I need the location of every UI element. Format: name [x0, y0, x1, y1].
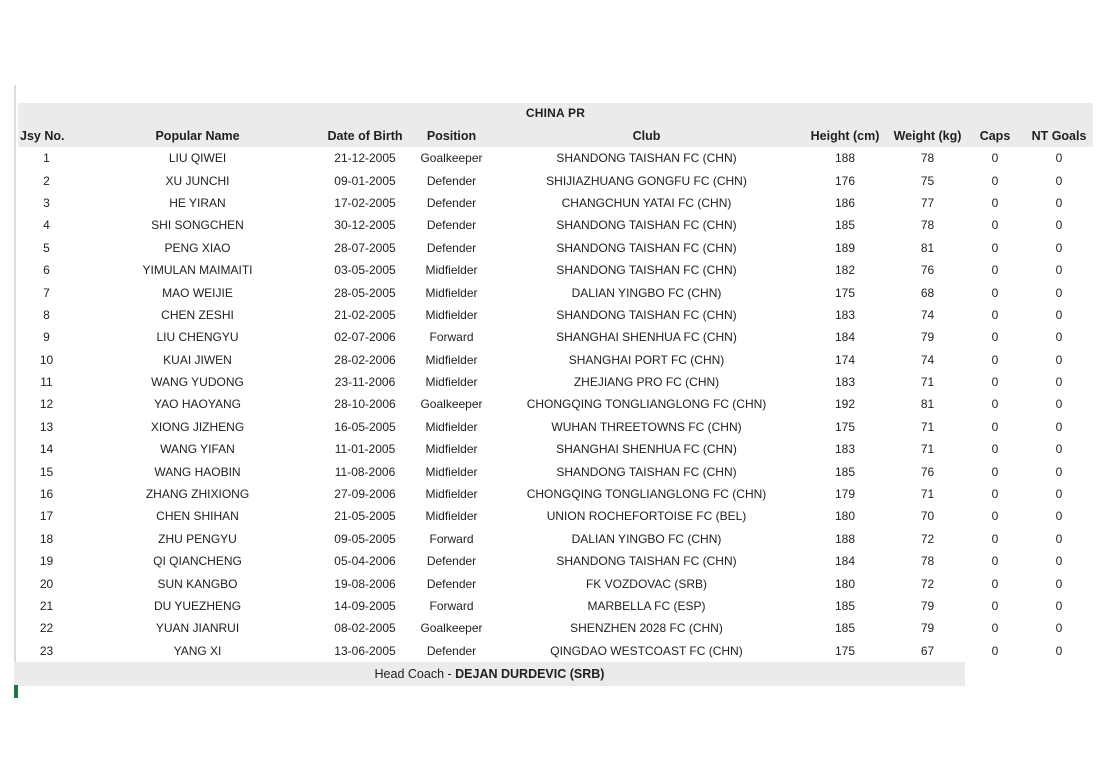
cell-height-cm: 188	[800, 528, 890, 550]
cell-position: Midfielder	[410, 281, 493, 303]
cell-position: Midfielder	[410, 349, 493, 371]
cell-date-of-birth: 16-05-2005	[320, 416, 410, 438]
cell-height-cm: 186	[800, 192, 890, 214]
cell-popular-name: SHI SONGCHEN	[75, 214, 320, 236]
cell-popular-name: LIU QIWEI	[75, 147, 320, 169]
cell-jsy-no: 22	[18, 617, 75, 639]
cell-weight-kg: 79	[890, 595, 965, 617]
cell-jsy-no: 23	[18, 640, 75, 662]
cell-nt-goals: 0	[1025, 528, 1093, 550]
cell-club: DALIAN YINGBO FC (CHN)	[493, 528, 800, 550]
column-header-position: Position	[410, 124, 493, 147]
cell-date-of-birth: 27-09-2006	[320, 483, 410, 505]
cell-jsy-no: 19	[18, 550, 75, 572]
cell-popular-name: CHEN ZESHI	[75, 304, 320, 326]
header-row	[18, 124, 1093, 147]
cell-popular-name: YAO HAOYANG	[75, 393, 320, 415]
head-coach-name: DEJAN DURDEVIC (SRB)	[455, 667, 605, 681]
cell-caps: 0	[965, 304, 1025, 326]
cell-jsy-no: 13	[18, 416, 75, 438]
cell-caps: 0	[965, 572, 1025, 594]
cell-nt-goals: 0	[1025, 460, 1093, 482]
cell-position: Defender	[410, 214, 493, 236]
cell-date-of-birth: 28-05-2005	[320, 281, 410, 303]
cell-date-of-birth: 03-05-2005	[320, 259, 410, 281]
cell-nt-goals: 0	[1025, 640, 1093, 662]
cell-height-cm: 175	[800, 640, 890, 662]
cell-position: Defender	[410, 550, 493, 572]
cell-nt-goals: 0	[1025, 259, 1093, 281]
cell-club: UNION ROCHEFORTOISE FC (BEL)	[493, 505, 800, 527]
cell-popular-name: KUAI JIWEN	[75, 349, 320, 371]
squad-table	[18, 124, 1093, 662]
cell-jsy-no: 16	[18, 483, 75, 505]
cell-popular-name: DU YUEZHENG	[75, 595, 320, 617]
page-title: CHINA PR	[18, 103, 1093, 124]
cell-weight-kg: 78	[890, 147, 965, 169]
cell-nt-goals: 0	[1025, 237, 1093, 259]
table-row	[18, 147, 1093, 169]
cell-weight-kg: 70	[890, 505, 965, 527]
cell-club: SHANDONG TAISHAN FC (CHN)	[493, 237, 800, 259]
cell-weight-kg: 79	[890, 617, 965, 639]
cell-popular-name: CHEN SHIHAN	[75, 505, 320, 527]
cell-date-of-birth: 14-09-2005	[320, 595, 410, 617]
cell-club: SHANDONG TAISHAN FC (CHN)	[493, 460, 800, 482]
cell-popular-name: WANG YUDONG	[75, 371, 320, 393]
cell-position: Midfielder	[410, 259, 493, 281]
cell-weight-kg: 81	[890, 237, 965, 259]
cell-caps: 0	[965, 192, 1025, 214]
cell-club: SHANDONG TAISHAN FC (CHN)	[493, 304, 800, 326]
cell-club: SHANGHAI PORT FC (CHN)	[493, 349, 800, 371]
cell-position: Midfielder	[410, 304, 493, 326]
cell-nt-goals: 0	[1025, 505, 1093, 527]
cell-date-of-birth: 21-05-2005	[320, 505, 410, 527]
cell-height-cm: 176	[800, 169, 890, 191]
table-row	[18, 572, 1093, 594]
cell-jsy-no: 3	[18, 192, 75, 214]
table-row	[18, 349, 1093, 371]
squad-sheet	[18, 103, 1093, 662]
cell-nt-goals: 0	[1025, 572, 1093, 594]
cell-popular-name: YIMULAN MAIMAITI	[75, 259, 320, 281]
cell-position: Goalkeeper	[410, 393, 493, 415]
cell-caps: 0	[965, 393, 1025, 415]
cell-height-cm: 183	[800, 438, 890, 460]
cell-caps: 0	[965, 460, 1025, 482]
cell-popular-name: YANG XI	[75, 640, 320, 662]
cell-date-of-birth: 21-12-2005	[320, 147, 410, 169]
cell-weight-kg: 74	[890, 304, 965, 326]
cell-date-of-birth: 28-07-2005	[320, 237, 410, 259]
green-accent-mark	[14, 685, 18, 698]
cell-nt-goals: 0	[1025, 349, 1093, 371]
table-row	[18, 304, 1093, 326]
cell-weight-kg: 71	[890, 438, 965, 460]
cell-position: Defender	[410, 192, 493, 214]
table-row	[18, 550, 1093, 572]
cell-club: ZHEJIANG PRO FC (CHN)	[493, 371, 800, 393]
cell-caps: 0	[965, 237, 1025, 259]
column-header-popular-name: Popular Name	[75, 124, 320, 147]
cell-date-of-birth: 02-07-2006	[320, 326, 410, 348]
cell-nt-goals: 0	[1025, 393, 1093, 415]
cell-position: Midfielder	[410, 460, 493, 482]
cell-position: Goalkeeper	[410, 617, 493, 639]
cell-jsy-no: 7	[18, 281, 75, 303]
cell-jsy-no: 12	[18, 393, 75, 415]
table-row	[18, 393, 1093, 415]
cell-popular-name: ZHANG ZHIXIONG	[75, 483, 320, 505]
cell-position: Midfielder	[410, 371, 493, 393]
cell-date-of-birth: 05-04-2006	[320, 550, 410, 572]
cell-height-cm: 185	[800, 460, 890, 482]
cell-height-cm: 184	[800, 326, 890, 348]
cell-height-cm: 188	[800, 147, 890, 169]
cell-popular-name: WANG HAOBIN	[75, 460, 320, 482]
cell-popular-name: WANG YIFAN	[75, 438, 320, 460]
cell-jsy-no: 17	[18, 505, 75, 527]
cell-popular-name: YUAN JIANRUI	[75, 617, 320, 639]
cell-club: SHANGHAI SHENHUA FC (CHN)	[493, 438, 800, 460]
cell-position: Forward	[410, 528, 493, 550]
cell-club: SHANDONG TAISHAN FC (CHN)	[493, 550, 800, 572]
cell-jsy-no: 4	[18, 214, 75, 236]
cell-date-of-birth: 28-02-2006	[320, 349, 410, 371]
cell-weight-kg: 79	[890, 326, 965, 348]
cell-date-of-birth: 11-01-2005	[320, 438, 410, 460]
cell-weight-kg: 71	[890, 371, 965, 393]
cell-caps: 0	[965, 326, 1025, 348]
cell-height-cm: 185	[800, 214, 890, 236]
cell-nt-goals: 0	[1025, 147, 1093, 169]
table-row	[18, 371, 1093, 393]
cell-club: DALIAN YINGBO FC (CHN)	[493, 281, 800, 303]
column-header-jsy-no: Jsy No.	[18, 124, 75, 147]
cell-caps: 0	[965, 528, 1025, 550]
cell-jsy-no: 8	[18, 304, 75, 326]
cell-nt-goals: 0	[1025, 371, 1093, 393]
cell-popular-name: QI QIANCHENG	[75, 550, 320, 572]
cell-jsy-no: 1	[18, 147, 75, 169]
cell-date-of-birth: 08-02-2005	[320, 617, 410, 639]
cell-nt-goals: 0	[1025, 304, 1093, 326]
cell-position: Defender	[410, 169, 493, 191]
cell-caps: 0	[965, 416, 1025, 438]
cell-caps: 0	[965, 617, 1025, 639]
cell-height-cm: 185	[800, 595, 890, 617]
cell-height-cm: 189	[800, 237, 890, 259]
cell-nt-goals: 0	[1025, 483, 1093, 505]
cell-weight-kg: 74	[890, 349, 965, 371]
column-header-date-of-birth: Date of Birth	[320, 124, 410, 147]
cell-height-cm: 192	[800, 393, 890, 415]
cell-nt-goals: 0	[1025, 416, 1093, 438]
table-row	[18, 505, 1093, 527]
cell-nt-goals: 0	[1025, 595, 1093, 617]
cell-club: FK VOZDOVAC (SRB)	[493, 572, 800, 594]
sheet-left-edge-line	[14, 85, 16, 662]
table-body	[18, 147, 1093, 662]
cell-date-of-birth: 11-08-2006	[320, 460, 410, 482]
cell-weight-kg: 71	[890, 416, 965, 438]
table-row	[18, 528, 1093, 550]
cell-caps: 0	[965, 371, 1025, 393]
cell-weight-kg: 72	[890, 528, 965, 550]
table-row	[18, 281, 1093, 303]
cell-date-of-birth: 30-12-2005	[320, 214, 410, 236]
table-row	[18, 192, 1093, 214]
cell-popular-name: XIONG JIZHENG	[75, 416, 320, 438]
cell-nt-goals: 0	[1025, 214, 1093, 236]
table-row	[18, 640, 1093, 662]
cell-position: Goalkeeper	[410, 147, 493, 169]
cell-jsy-no: 2	[18, 169, 75, 191]
cell-jsy-no: 20	[18, 572, 75, 594]
cell-popular-name: ZHU PENGYU	[75, 528, 320, 550]
cell-club: SHIJIAZHUANG GONGFU FC (CHN)	[493, 169, 800, 191]
table-row	[18, 169, 1093, 191]
cell-weight-kg: 67	[890, 640, 965, 662]
cell-position: Defender	[410, 572, 493, 594]
cell-caps: 0	[965, 438, 1025, 460]
column-header-caps: Caps	[965, 124, 1025, 147]
cell-jsy-no: 14	[18, 438, 75, 460]
column-header-nt-goals: NT Goals	[1025, 124, 1093, 147]
table-row	[18, 214, 1093, 236]
cell-nt-goals: 0	[1025, 326, 1093, 348]
cell-date-of-birth: 21-02-2005	[320, 304, 410, 326]
cell-weight-kg: 76	[890, 460, 965, 482]
cell-club: SHANGHAI SHENHUA FC (CHN)	[493, 326, 800, 348]
cell-popular-name: MAO WEIJIE	[75, 281, 320, 303]
cell-nt-goals: 0	[1025, 550, 1093, 572]
cell-date-of-birth: 23-11-2006	[320, 371, 410, 393]
cell-weight-kg: 71	[890, 483, 965, 505]
cell-nt-goals: 0	[1025, 192, 1093, 214]
cell-caps: 0	[965, 214, 1025, 236]
cell-nt-goals: 0	[1025, 169, 1093, 191]
cell-height-cm: 183	[800, 304, 890, 326]
cell-jsy-no: 15	[18, 460, 75, 482]
cell-nt-goals: 0	[1025, 438, 1093, 460]
cell-date-of-birth: 09-01-2005	[320, 169, 410, 191]
cell-position: Forward	[410, 595, 493, 617]
cell-position: Defender	[410, 237, 493, 259]
cell-weight-kg: 76	[890, 259, 965, 281]
cell-club: QINGDAO WESTCOAST FC (CHN)	[493, 640, 800, 662]
cell-weight-kg: 78	[890, 550, 965, 572]
cell-jsy-no: 5	[18, 237, 75, 259]
cell-popular-name: PENG XIAO	[75, 237, 320, 259]
cell-weight-kg: 78	[890, 214, 965, 236]
table-row	[18, 259, 1093, 281]
cell-position: Defender	[410, 640, 493, 662]
cell-weight-kg: 68	[890, 281, 965, 303]
cell-date-of-birth: 13-06-2005	[320, 640, 410, 662]
cell-height-cm: 182	[800, 259, 890, 281]
table-row	[18, 460, 1093, 482]
table-row	[18, 617, 1093, 639]
column-header-weight-kg: Weight (kg)	[890, 124, 965, 147]
cell-caps: 0	[965, 640, 1025, 662]
head-coach-row	[14, 662, 965, 686]
cell-club: SHANDONG TAISHAN FC (CHN)	[493, 214, 800, 236]
table-row	[18, 237, 1093, 259]
cell-caps: 0	[965, 349, 1025, 371]
table-row	[18, 326, 1093, 348]
cell-date-of-birth: 17-02-2005	[320, 192, 410, 214]
cell-popular-name: HE YIRAN	[75, 192, 320, 214]
cell-club: WUHAN THREETOWNS FC (CHN)	[493, 416, 800, 438]
cell-height-cm: 175	[800, 416, 890, 438]
cell-date-of-birth: 28-10-2006	[320, 393, 410, 415]
cell-height-cm: 183	[800, 371, 890, 393]
cell-nt-goals: 0	[1025, 281, 1093, 303]
cell-caps: 0	[965, 550, 1025, 572]
table-row	[18, 416, 1093, 438]
cell-club: SHANDONG TAISHAN FC (CHN)	[493, 147, 800, 169]
cell-position: Midfielder	[410, 505, 493, 527]
cell-jsy-no: 6	[18, 259, 75, 281]
cell-popular-name: LIU CHENGYU	[75, 326, 320, 348]
table-row	[18, 483, 1093, 505]
cell-jsy-no: 21	[18, 595, 75, 617]
cell-club: MARBELLA FC (ESP)	[493, 595, 800, 617]
cell-height-cm: 174	[800, 349, 890, 371]
cell-club: CHONGQING TONGLIANGLONG FC (CHN)	[493, 483, 800, 505]
cell-caps: 0	[965, 259, 1025, 281]
cell-position: Midfielder	[410, 416, 493, 438]
cell-club: CHONGQING TONGLIANGLONG FC (CHN)	[493, 393, 800, 415]
cell-date-of-birth: 09-05-2005	[320, 528, 410, 550]
cell-caps: 0	[965, 281, 1025, 303]
cell-nt-goals: 0	[1025, 617, 1093, 639]
cell-club: SHENZHEN 2028 FC (CHN)	[493, 617, 800, 639]
head-coach-label: Head Coach -	[374, 667, 456, 681]
cell-caps: 0	[965, 595, 1025, 617]
cell-popular-name: XU JUNCHI	[75, 169, 320, 191]
cell-height-cm: 180	[800, 505, 890, 527]
cell-height-cm: 179	[800, 483, 890, 505]
cell-caps: 0	[965, 147, 1025, 169]
cell-weight-kg: 77	[890, 192, 965, 214]
cell-height-cm: 180	[800, 572, 890, 594]
cell-weight-kg: 75	[890, 169, 965, 191]
cell-caps: 0	[965, 483, 1025, 505]
column-header-club: Club	[493, 124, 800, 147]
table-row	[18, 595, 1093, 617]
cell-jsy-no: 9	[18, 326, 75, 348]
cell-height-cm: 184	[800, 550, 890, 572]
cell-jsy-no: 10	[18, 349, 75, 371]
cell-club: SHANDONG TAISHAN FC (CHN)	[493, 259, 800, 281]
cell-weight-kg: 81	[890, 393, 965, 415]
cell-weight-kg: 72	[890, 572, 965, 594]
cell-popular-name: SUN KANGBO	[75, 572, 320, 594]
cell-jsy-no: 18	[18, 528, 75, 550]
table-row	[18, 438, 1093, 460]
cell-position: Midfielder	[410, 483, 493, 505]
cell-caps: 0	[965, 169, 1025, 191]
cell-position: Midfielder	[410, 438, 493, 460]
cell-height-cm: 185	[800, 617, 890, 639]
cell-jsy-no: 11	[18, 371, 75, 393]
column-header-height-cm: Height (cm)	[800, 124, 890, 147]
cell-date-of-birth: 19-08-2006	[320, 572, 410, 594]
cell-height-cm: 175	[800, 281, 890, 303]
cell-caps: 0	[965, 505, 1025, 527]
cell-club: CHANGCHUN YATAI FC (CHN)	[493, 192, 800, 214]
cell-position: Forward	[410, 326, 493, 348]
